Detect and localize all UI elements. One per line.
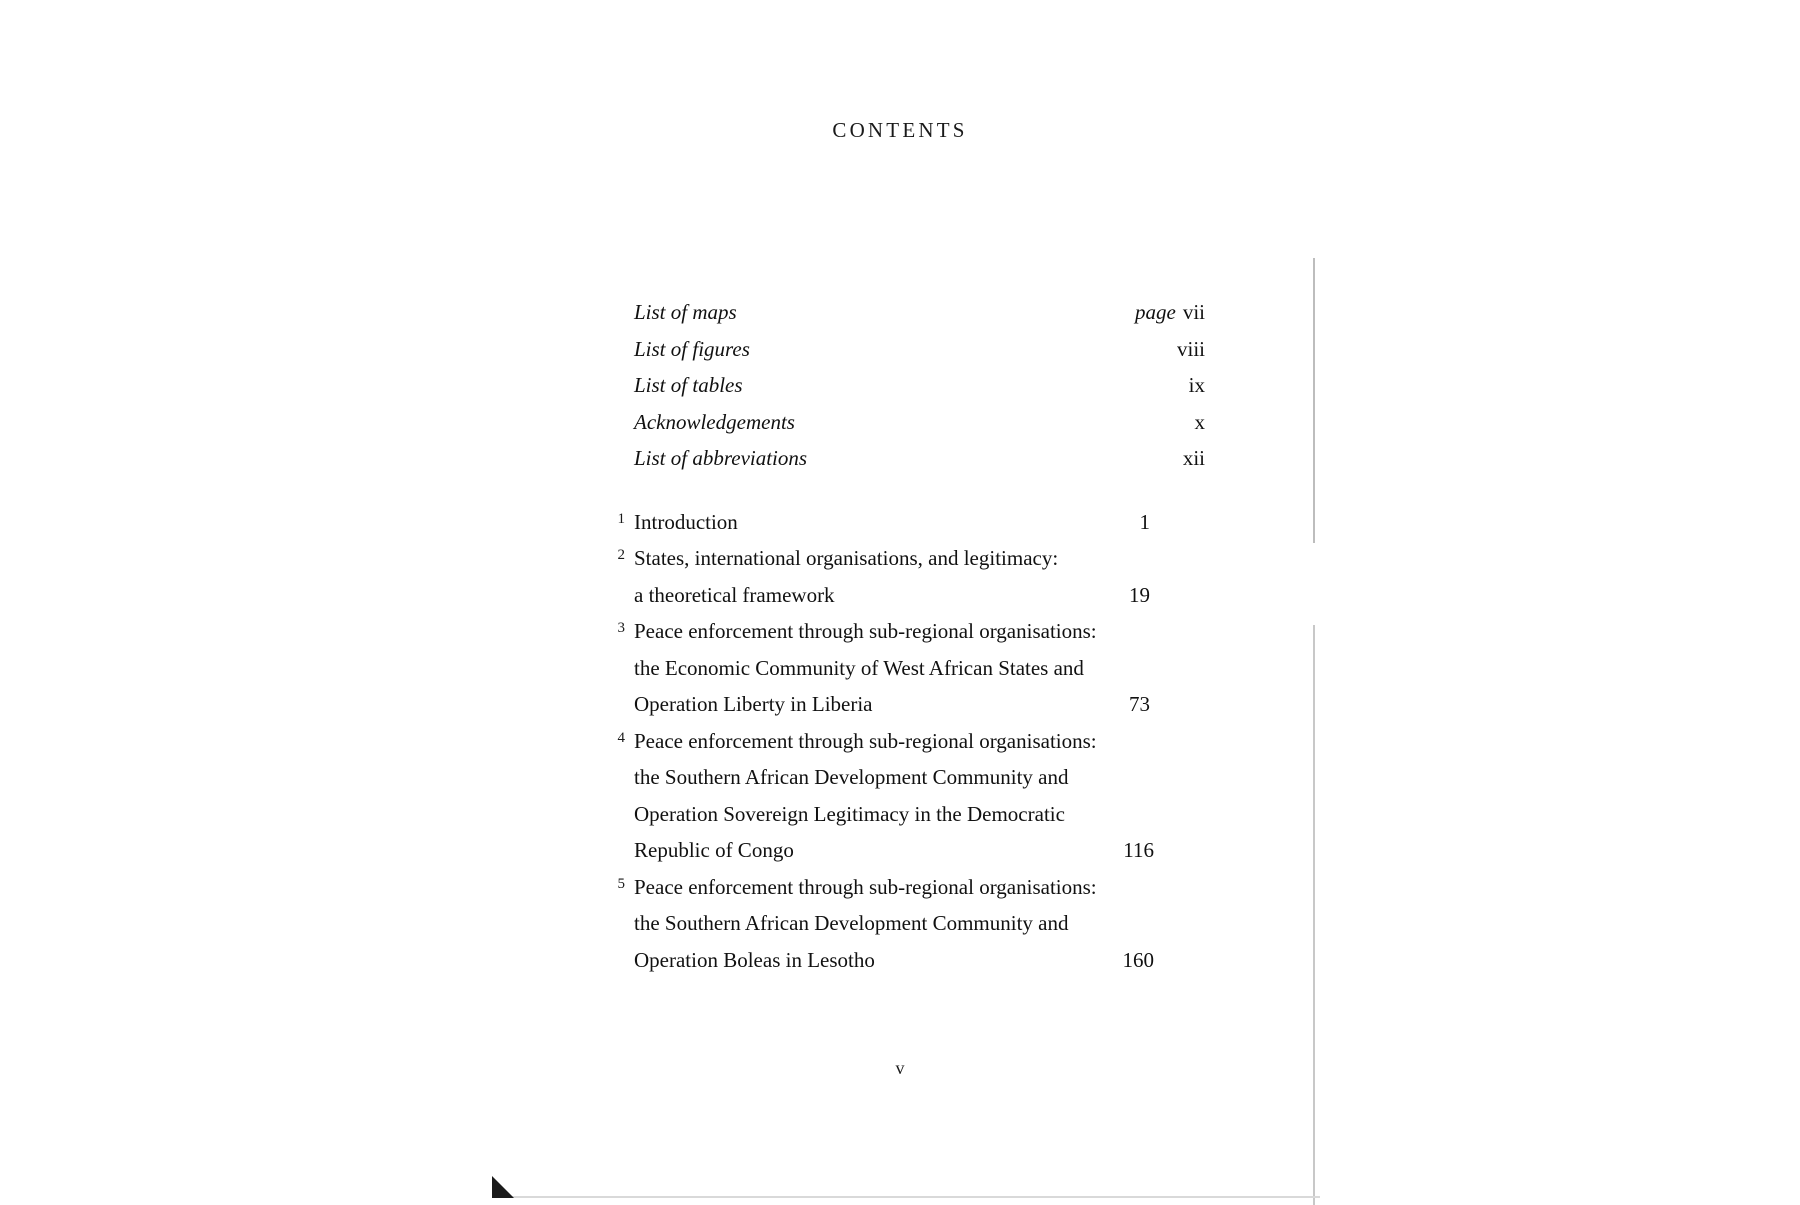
toc-front-matter-row[interactable] [605,446,1205,483]
toc-chapter-number: 3 [617,620,625,636]
toc-entry-label: List of abbreviations [634,446,808,470]
table-of-contents [605,300,1205,981]
toc-chapter-number: 2 [617,547,625,563]
toc-chapter-title-line [634,762,1154,799]
toc-chapter-title-line [634,945,1154,982]
toc-chapter-title-text: Peace enforcement through sub-regional organisations: [634,728,1097,753]
toc-chapter-title-lines [634,507,1154,544]
toc-chapter-title-text: a theoretical framework [634,582,835,607]
toc-chapter-number: 1 [617,510,625,527]
page-title: CONTENTS [832,118,968,142]
toc-chapter-title-text: the Southern African Development Community and [634,911,1069,935]
scan-artifact-bottom [500,1196,1320,1198]
toc-chapter-page-number: 116 [1123,838,1154,862]
toc-chapter-title-lines [634,616,1154,726]
toc-page-value: x [1194,409,1205,434]
toc-chapter-title-text: Operation Sovereign Legitimacy in the Democratic [634,801,1065,826]
toc-chapter-page-number: 160 [1122,947,1154,972]
toc-chapter-title-line [634,543,1154,580]
toc-chapter-page-number: 19 [1129,582,1150,607]
toc-entry-label: List of figures [634,336,750,361]
toc-chapter-row[interactable] [605,872,1205,982]
toc-chapter-title-line [634,726,1154,763]
toc-chapter-title-text: Operation Boleas in Lesotho [634,947,875,972]
toc-chapter-title-text: States, international organisations, and legitimacy: [634,546,1059,570]
toc-chapter-title-line [634,689,1154,726]
toc-chapter-title-text: the Economic Community of West African States and [634,655,1084,680]
toc-entry-page-number [1177,337,1205,362]
toc-chapter-row[interactable] [605,543,1205,616]
toc-page-value: vii [1182,300,1205,324]
toc-chapter-title-text: Introduction [634,509,738,534]
toc-chapter-title-line [634,908,1154,945]
toc-chapter-row[interactable] [605,507,1205,544]
toc-front-matter-row[interactable] [605,300,1205,337]
toc-chapter-page-number: 1 [1139,509,1150,534]
toc-entry-page-number [1189,373,1205,398]
toc-chapter-title-text: Peace enforcement through sub-regional organisations: [634,619,1097,643]
toc-chapter-title-text: Peace enforcement through sub-regional organisations: [634,874,1097,899]
front-matter-list [605,300,1205,483]
toc-front-matter-row[interactable] [605,337,1205,374]
toc-chapter-title-lines [634,543,1154,616]
scan-artifact-right-upper [1313,258,1315,543]
toc-chapter-title-text: the Southern African Development Community and [634,765,1069,789]
toc-entry-label: Acknowledgements [634,409,795,434]
toc-chapter-number: 5 [617,875,625,892]
toc-chapter-title-lines [634,872,1154,982]
toc-page-value: xii [1182,446,1205,470]
toc-front-matter-row[interactable] [605,373,1205,410]
toc-chapter-title-line [634,835,1154,872]
toc-page-value: ix [1188,373,1205,397]
toc-chapter-number: 4 [617,729,625,746]
scan-artifact-right-lower [1313,625,1315,1205]
toc-page-word: page [1135,300,1176,324]
toc-chapter-title-text: Operation Liberty in Liberia [634,692,873,716]
toc-entry-label: List of maps [634,300,737,324]
toc-chapter-title-line [634,507,1154,544]
toc-chapter-title-line [634,616,1154,653]
chapter-list [605,507,1205,982]
toc-chapter-title-lines [634,726,1154,872]
toc-entry-label: List of tables [634,373,743,397]
toc-chapter-title-line [634,580,1154,617]
toc-chapter-title-line [634,872,1154,909]
toc-chapter-page-number: 73 [1129,692,1150,716]
toc-chapter-title-text: Republic of Congo [634,838,794,862]
toc-chapter-row[interactable] [605,616,1205,726]
toc-entry-page-number [1183,446,1205,471]
toc-page-value: viii [1176,336,1205,361]
toc-chapter-row[interactable] [605,726,1205,872]
toc-chapter-title-line [634,799,1154,836]
toc-entry-page-number [1135,300,1205,325]
scan-artifact-corner [492,1176,514,1198]
page-folio: v [895,1058,905,1078]
toc-entry-page-number [1195,410,1206,435]
toc-chapter-title-line [634,653,1154,690]
toc-front-matter-row[interactable] [605,410,1205,447]
